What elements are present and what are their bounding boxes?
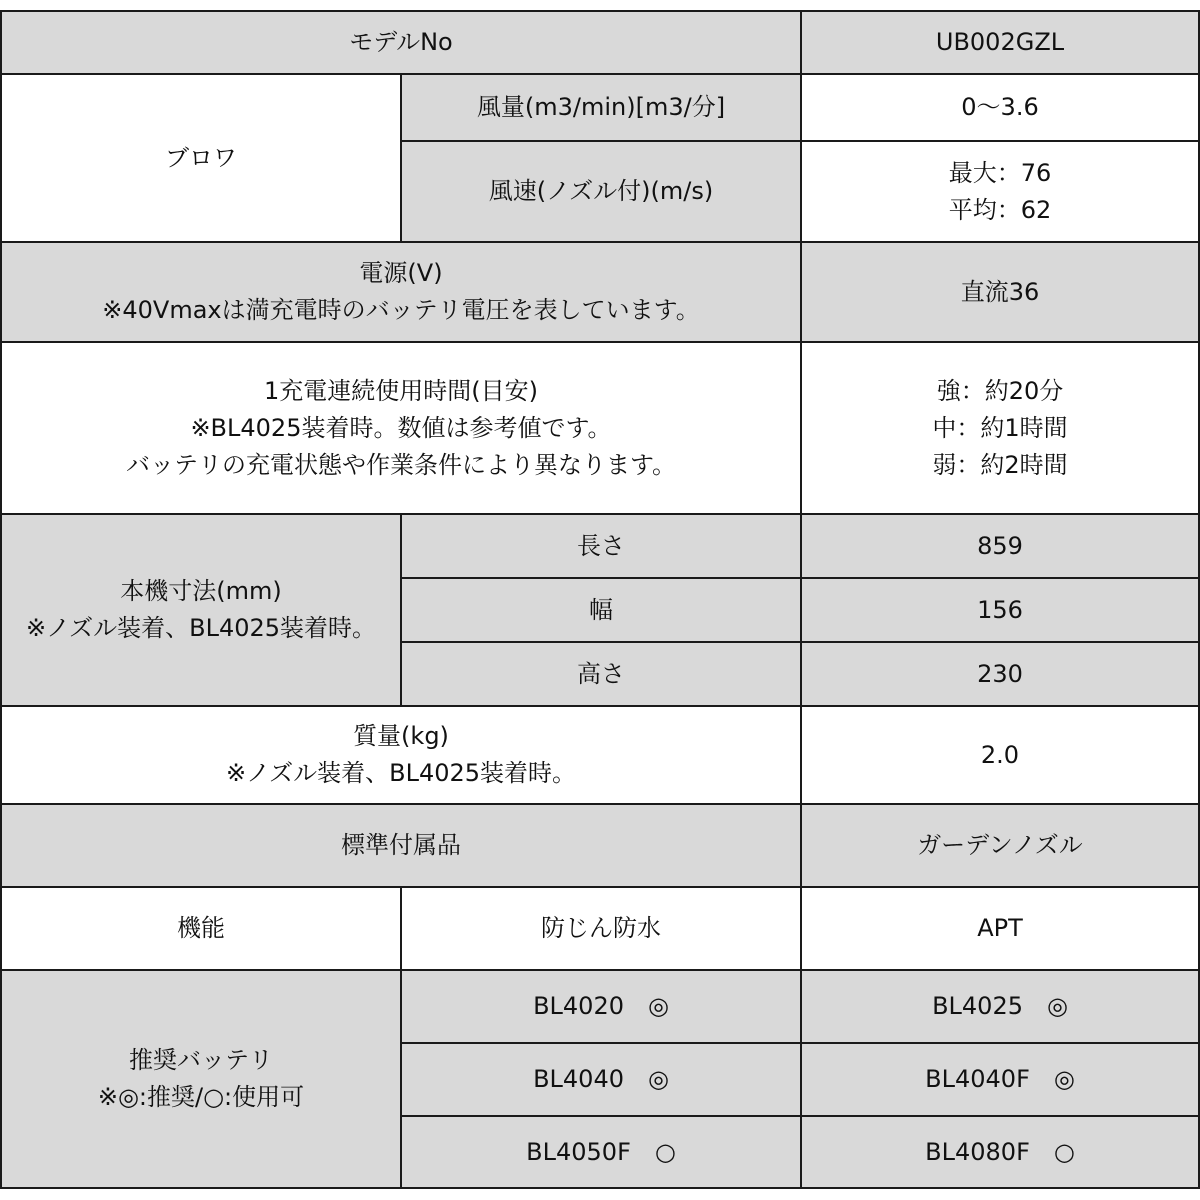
features-label: 機能 bbox=[1, 887, 401, 970]
dimensions-title: 本機寸法(mm) bbox=[120, 577, 282, 605]
dimension-height-value: 230 bbox=[801, 642, 1199, 706]
airspeed-label: 風速(ノズル付)(m/s) bbox=[401, 141, 801, 242]
table-row bbox=[1, 804, 1199, 887]
mass-title: 質量(kg) bbox=[353, 722, 449, 750]
runtime-title: 1充電連続使用時間(目安) bbox=[264, 376, 538, 405]
battery-label bbox=[1, 970, 401, 1188]
runtime-note-2: バッテリの充電状態や作業条件により異なります。 bbox=[125, 450, 677, 479]
runtime-value bbox=[801, 342, 1199, 514]
table-row bbox=[1, 706, 1199, 804]
battery-cell: BL4025 ◎ bbox=[801, 970, 1199, 1043]
accessories-value: ガーデンノズル bbox=[801, 804, 1199, 887]
battery-title: 推奨バッテリ bbox=[129, 1046, 273, 1074]
runtime-label bbox=[1, 342, 801, 514]
table-row bbox=[1, 514, 1199, 578]
battery-cell: BL4040F ◎ bbox=[801, 1043, 1199, 1116]
table-row bbox=[1, 74, 1199, 141]
dimension-height-label: 高さ bbox=[401, 642, 801, 706]
runtime-strong: 強：約20分 bbox=[936, 376, 1064, 405]
table-row bbox=[1, 887, 1199, 970]
dimension-width-label: 幅 bbox=[401, 578, 801, 642]
dimensions-label bbox=[1, 514, 401, 706]
airflow-value: 0〜3.6 bbox=[801, 74, 1199, 141]
runtime-medium: 中：約1時間 bbox=[932, 413, 1068, 442]
table-row bbox=[1, 342, 1199, 514]
dimension-width-value: 156 bbox=[801, 578, 1199, 642]
dimension-length-value: 859 bbox=[801, 514, 1199, 578]
table-row bbox=[1, 242, 1199, 342]
table-row bbox=[1, 11, 1199, 74]
power-label bbox=[1, 242, 801, 342]
battery-cell: BL4080F ○ bbox=[801, 1116, 1199, 1188]
features-apt: APT bbox=[801, 887, 1199, 970]
runtime-note-1: ※BL4025装着時。数値は参考値です。 bbox=[190, 413, 612, 442]
model-label: モデルNo bbox=[1, 11, 801, 74]
dimensions-note: ※ノズル装着、BL4025装着時。 bbox=[25, 614, 377, 642]
dimension-length-label: 長さ bbox=[401, 514, 801, 578]
power-value: 直流36 bbox=[801, 242, 1199, 342]
battery-cell: BL4020 ◎ bbox=[401, 970, 801, 1043]
runtime-weak: 弱：約2時間 bbox=[932, 450, 1068, 479]
airspeed-max: 最大：76 bbox=[948, 158, 1052, 187]
airflow-label: 風量(m3/min)[m3/分] bbox=[401, 74, 801, 141]
power-title: 電源(V) bbox=[359, 259, 443, 287]
blower-label: ブロワ bbox=[1, 74, 401, 242]
spec-sheet bbox=[0, 10, 1200, 1189]
accessories-label: 標準付属品 bbox=[1, 804, 801, 887]
airspeed-value bbox=[801, 141, 1199, 242]
power-note: ※40Vmaxは満充電時のバッテリ電圧を表しています。 bbox=[102, 296, 700, 324]
mass-label bbox=[1, 706, 801, 804]
spec-table bbox=[0, 10, 1200, 1189]
table-row bbox=[1, 970, 1199, 1043]
battery-note: ※◎:推奨/○:使用可 bbox=[97, 1083, 305, 1111]
model-value: UB002GZL bbox=[801, 11, 1199, 74]
airspeed-avg: 平均：62 bbox=[948, 195, 1052, 224]
battery-cell: BL4040 ◎ bbox=[401, 1043, 801, 1116]
features-dustproof: 防じん防水 bbox=[401, 887, 801, 970]
mass-note: ※ノズル装着、BL4025装着時。 bbox=[225, 759, 577, 787]
battery-cell: BL4050F ○ bbox=[401, 1116, 801, 1188]
mass-value: 2.0 bbox=[801, 706, 1199, 804]
